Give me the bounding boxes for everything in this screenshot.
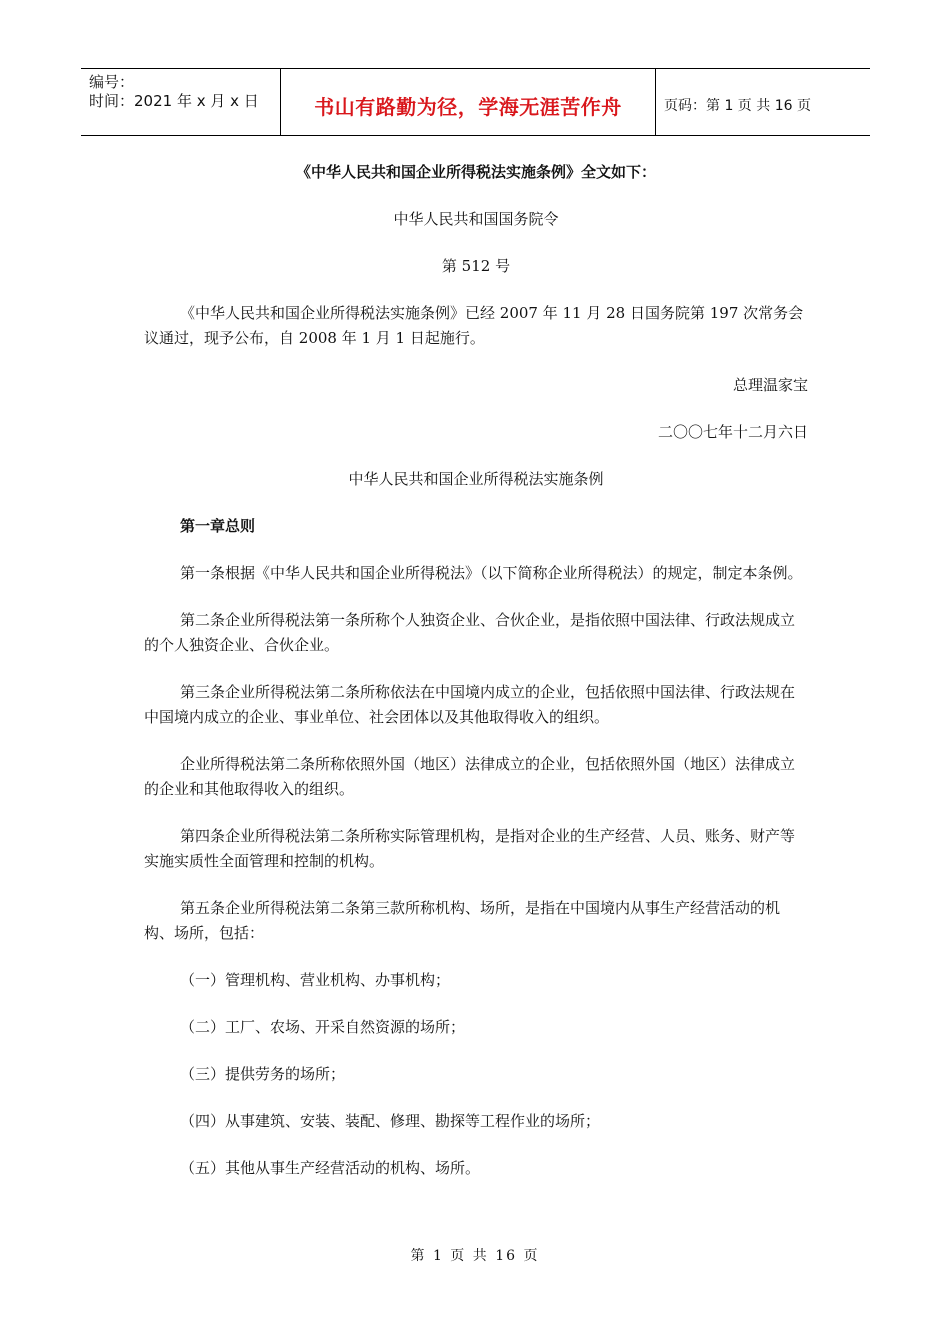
article-paragraph: 企业所得税法第二条所称依照外国（地区）法律成立的企业，包括依照外国（地区）法律成立的企业和其他取得收入的组织。 <box>144 755 796 798</box>
document-body <box>144 160 808 1203</box>
page-footer: 第 1 页 共 16 页 <box>410 1248 540 1264</box>
list-item: （四）从事建筑、安装、装配、修理、勘探等工程作业的场所； <box>180 1112 601 1130</box>
list-item: （二）工厂、农场、开采自然资源的场所； <box>180 1018 466 1036</box>
list-item: （五）其他从事生产经营活动的机构、场所。 <box>180 1159 481 1177</box>
chapter-heading: 第一章总则 <box>180 517 256 535</box>
list-item: （三）提供劳务的场所； <box>180 1065 346 1083</box>
promulgation-text: 《中华人民共和国企业所得税法实施条例》已经 2007 年 11 月 28 日国务院第 197 次常务会议通过，现予公布，自 2008 年 1 月 1 日起施行。 <box>144 304 804 347</box>
page-header <box>81 68 870 136</box>
document-heading: 《中华人民共和国企业所得税法实施条例》全文如下： <box>295 163 656 181</box>
regulation-title: 中华人民共和国企业所得税法实施条例 <box>348 470 604 488</box>
article-paragraph: 第一条根据《中华人民共和国企业所得税法》（以下简称企业所得税法）的规定，制定本条例。 <box>180 564 803 582</box>
issuer: 中华人民共和国国务院令 <box>393 210 559 228</box>
header-meta <box>81 69 281 135</box>
time-label: 时间：2021 年 x 月 x 日 <box>89 92 259 110</box>
article-paragraph: 第二条企业所得税法第一条所称个人独资企业、合伙企业，是指依照中国法律、行政法规成立的个人独资企业、合伙企业。 <box>144 611 796 654</box>
serial-label: 编号： <box>89 73 135 91</box>
sign-date: 二〇〇七年十二月六日 <box>657 423 808 441</box>
header-page-info: 页码：第 1 页 共 16 页 <box>664 98 811 114</box>
header-motto: 书山有路勤为径，学海无涯苦作舟 <box>281 69 656 135</box>
signatory: 总理温家宝 <box>732 376 808 394</box>
order-number: 第 512 号 <box>441 257 511 275</box>
list-item: （一）管理机构、营业机构、办事机构； <box>180 971 451 989</box>
article-paragraph: 第三条企业所得税法第二条所称依法在中国境内成立的企业，包括依照中国法律、行政法规在中国境内成立的企业、事业单位、社会团体以及其他取得收入的组织。 <box>144 683 796 726</box>
article-paragraph: 第五条企业所得税法第二条第三款所称机构、场所，是指在中国境内从事生产经营活动的机构、场所，包括： <box>144 899 781 942</box>
article-paragraph: 第四条企业所得税法第二条所称实际管理机构，是指对企业的生产经营、人员、账务、财产等实施实质性全面管理和控制的机构。 <box>144 827 796 870</box>
